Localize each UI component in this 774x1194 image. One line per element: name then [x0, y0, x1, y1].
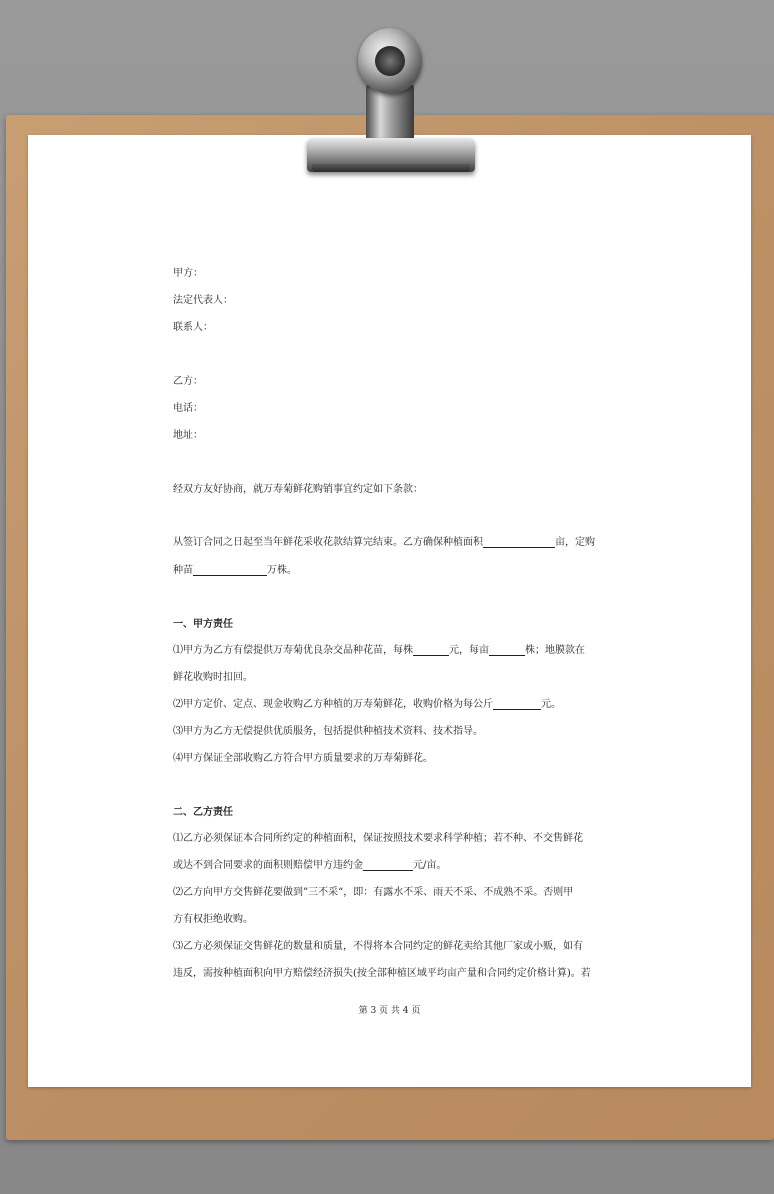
- section1-item1-cont: 鲜花收购时扣回。: [173, 672, 253, 683]
- section1-item1: [173, 641, 585, 656]
- party-a-label: 甲方：: [173, 268, 203, 279]
- section1-title: 一、甲方责任: [173, 619, 233, 630]
- party-a-representative: 法定代表人：: [173, 295, 233, 306]
- term-text-c: 种苗: [173, 565, 193, 576]
- s2-item1-text-c: 元/亩。: [413, 860, 447, 871]
- term-text-b: 亩，定购: [555, 537, 595, 548]
- term-line-2: [173, 561, 297, 576]
- s1-item2-text-a: ⑵甲方定价、定点、现金收购乙方种植的万寿菊鲜花，收购价格为每公斤: [173, 699, 493, 710]
- seedling-blank: [193, 564, 267, 576]
- price-per-kg-blank: [493, 698, 541, 710]
- term-text-a: 从签订合同之日起至当年鲜花采收花款结算完结束。乙方确保种植面积: [173, 537, 483, 548]
- page-footer: 第 3 页 共 4 页: [358, 1006, 421, 1016]
- party-b-address: 地址：: [173, 430, 203, 441]
- term-text-d: 万株。: [267, 565, 297, 576]
- section1-item4: ⑷甲方保证全部收购乙方符合甲方质量要求的万寿菊鲜花。: [173, 753, 433, 764]
- area-blank: [483, 536, 555, 548]
- price-per-plant-blank: [413, 644, 449, 656]
- section2-item1-cont: [173, 856, 446, 871]
- penalty-blank: [363, 859, 413, 871]
- section1-item3: ⑶甲方为乙方无偿提供优质服务，包括提供种植技术资料、技术指导。: [173, 726, 483, 737]
- party-a-contact: 联系人：: [173, 322, 213, 333]
- s1-item1-text-c: 株；地膜款在: [525, 645, 585, 656]
- party-b-phone: 电话：: [173, 403, 203, 414]
- intro-text: 经双方友好协商，就万寿菊鲜花购销事宜约定如下条款：: [173, 484, 423, 495]
- term-line-1: [173, 533, 595, 548]
- section2-item3-cont: 违反，需按种植面积向甲方赔偿经济损失(按全部种植区域平均亩产量和合同约定价格计算)。若: [173, 968, 591, 979]
- section2-title: 二、乙方责任: [173, 807, 233, 818]
- s1-item1-text-b: 元，每亩: [449, 645, 489, 656]
- section2-item1: ⑴乙方必须保证本合同所约定的种植面积，保证按照技术要求科学种植；若不种、不交售鲜花: [173, 833, 583, 844]
- party-b-label: 乙方：: [173, 376, 203, 387]
- clip-hole: [375, 46, 405, 76]
- s2-item1-text-b: 或达不到合同要求的面积则赔偿甲方违约金: [173, 860, 363, 871]
- s1-item1-text-a: ⑴甲方为乙方有偿提供万寿菊优良杂交品种花苗，每株: [173, 645, 413, 656]
- section2-item2-cont: 方有权拒绝收购。: [173, 914, 253, 925]
- s1-item2-text-b: 元。: [541, 699, 561, 710]
- clip-lip: [312, 164, 470, 172]
- plants-per-mu-blank: [489, 644, 525, 656]
- section2-item2: ⑵乙方向甲方交售鲜花要做到”三不采“，即：有露水不采、雨天不采、不成熟不采。否则甲: [173, 887, 574, 898]
- section1-item2: [173, 695, 561, 710]
- section2-item3: ⑶乙方必须保证交售鲜花的数量和质量，不得将本合同约定的鲜花卖给其他厂家或小贩，如有: [173, 941, 583, 952]
